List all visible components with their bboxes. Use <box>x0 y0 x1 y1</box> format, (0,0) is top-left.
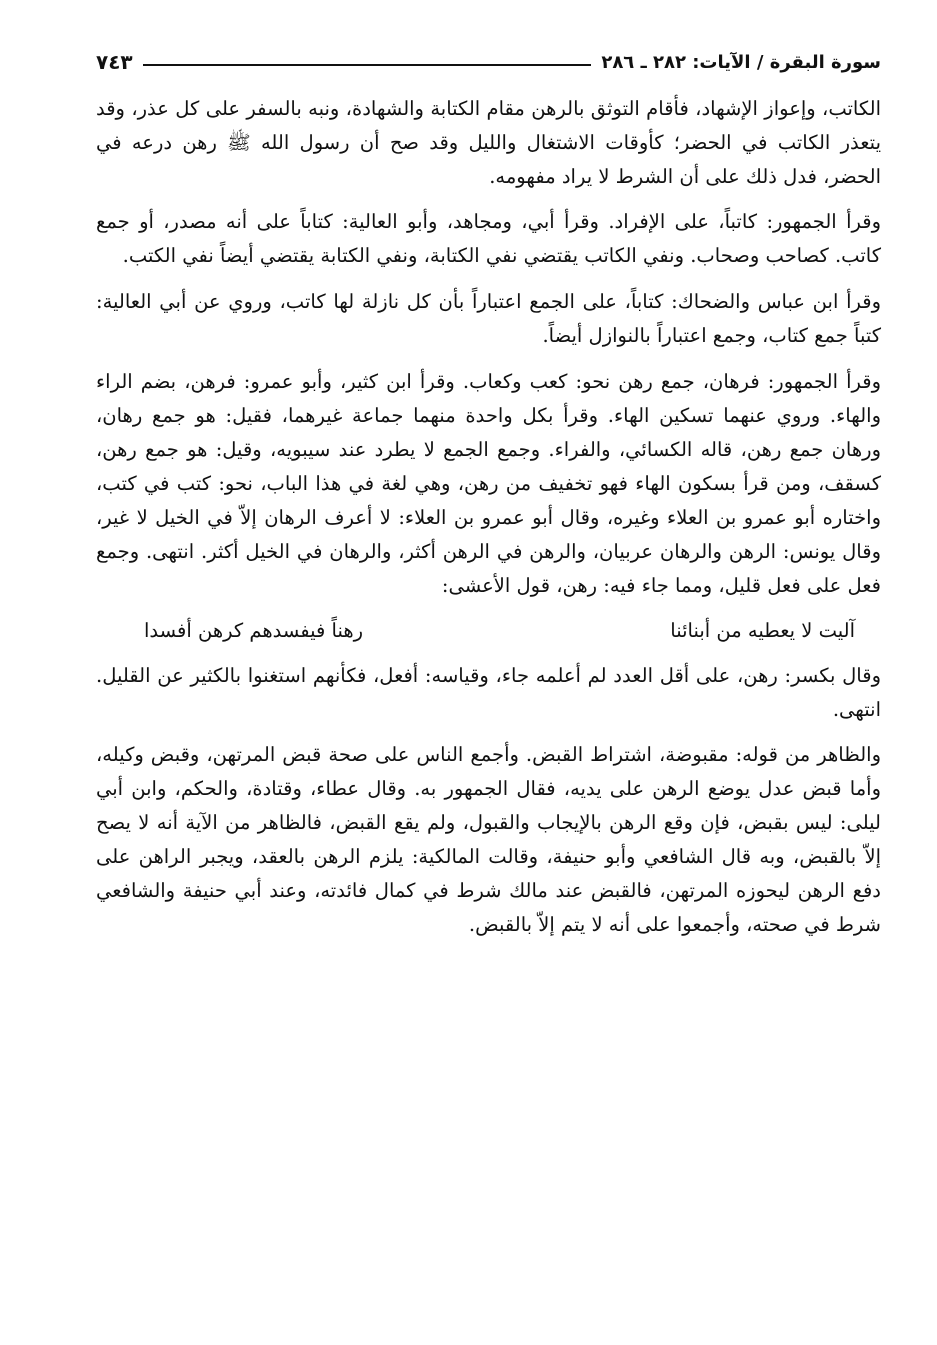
paragraph: وقرأ الجمهور: كاتباً، على الإفراد. وقرأ أبي، ومجاهد، وأبو العالية: كتاباً على أنه مصدر، أو جمع كاتب. كصاحب وصحاب. ونفي الكاتب يقتضي نفي الكتابة، ونفي الكتابة يقتضي أيضاً نفي الكتب. <box>96 210 881 267</box>
paragraph: وقال بكسر: رهن، على أقل العدد لم أعلمه جاء، وقياسه: أفعل، فكأنهم استغنوا بالكثير عن القليل. انتهى. <box>96 664 881 721</box>
header-rule <box>143 64 592 66</box>
poetry-verse <box>144 611 855 651</box>
paragraph: والظاهر من قوله: مقبوضة، اشتراط القبض. وأجمع الناس على صحة قبض المرتهن، وقبض وكيله، وأما قبض عدل يوضع الرهن على يديه، فقال الجمهور به. وقال عطاء، وقتادة، والحكم، وابن أبي ليلى: ليس بقبض، فإن وقع الرهن بالإيجاب والقبول، ولم يقع القبض، فالظاهر من الآية أنه لا يصح إلاّ بالقبض، وبه قال الشافعي وأبو حنيفة، وقالت المالكية: يلزم الرهن بالعقد، ويجبر الراهن على دفع الرهن ليحوزه المرتهن، فالقبض عند مالك شرط في كمال فائدته، وعند أبي حنيفة والشافعي شرط في صحته، وأجمعوا على أنه لا يتم إلاّ بالقبض. <box>96 743 881 936</box>
verse-first-hemistich: آليت لا يعطيه من أبنائنا <box>670 619 855 642</box>
book-page <box>96 40 881 942</box>
surah-title: سورة البقرة / الآيات: ٢٨٢ ـ ٢٨٦ <box>601 51 881 73</box>
paragraph: وقرأ ابن عباس والضحاك: كتاباً، على الجمع اعتباراً بأن كل نازلة لها كاتب، وروي عن أبي العالية: كتباً جمع كتاب، وجمع اعتباراً بالنوازل أيضاً. <box>96 290 881 347</box>
running-header <box>96 40 881 84</box>
page-number: ٧٤٣ <box>96 50 133 74</box>
paragraph: وقرأ الجمهور: فرهان، جمع رهن نحو: كعب وكعاب. وقرأ ابن كثير، وأبو عمرو: فرهن، بضم الراء والهاء. وروي عنهما تسكين الهاء. وقرأ بكل واحدة منهما جماعة غيرهما، فقيل: هو جمع رهان، ورهان جمع رهن، قاله الكسائي، والفراء. وجمع الجمع لا يطرد عند سيبويه، وقيل: هو جمع رهن، كسقف، ومن قرأ بسكون الهاء فهو تخفيف من رهن، وهي لغة في هذا الباب، نحو: كتب في كتب، واختاره أبو عمرو بن العلاء وغيره، وقال أبو عمرو بن العلاء: لا أعرف الرهان إلاّ في الخيل لا غير، وقال يونس: الرهن والرهان عربيان، والرهن في الرهن أكثر، والرهان في الخيل أكثر. انتهى. وجمع فعل على فعل قليل، ومما جاء فيه: رهن، قول الأعشى: <box>96 370 881 597</box>
verse-second-hemistich: رهناً فيفسدهم كرهن أفسدا <box>144 619 364 642</box>
paragraph: الكاتب، وإعواز الإشهاد، فأقام التوثق بالرهن مقام الكتابة والشهادة، ونبه بالسفر على كل عذر، وقد يتعذر الكاتب في الحضر؛ كأوقات الاشتغال والليل وقد صح أن رسول الله ﷺ رهن درعه في الحضر، فدل ذلك على أن الشرط لا يراد مفهومه. <box>96 97 881 188</box>
